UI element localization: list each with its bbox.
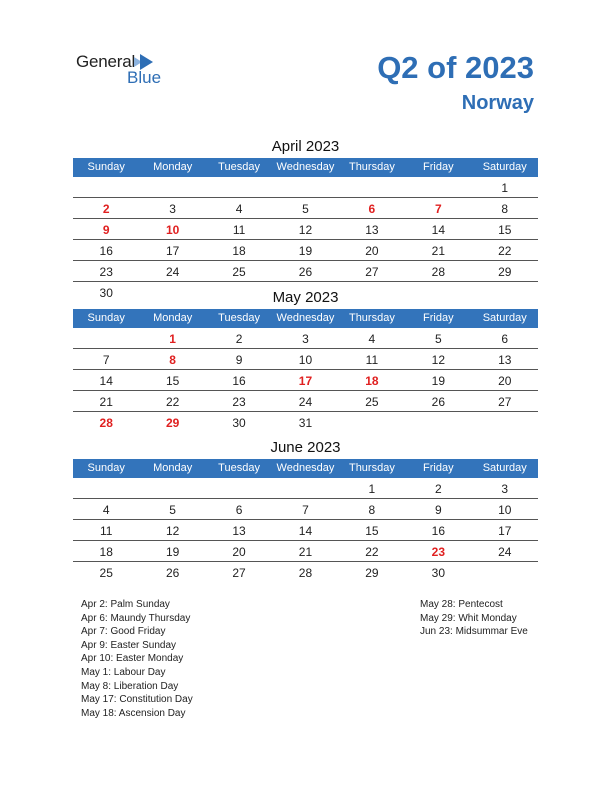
weekday-label: Sunday	[87, 462, 125, 474]
day-cell: 22	[498, 244, 512, 258]
day-cell	[73, 478, 139, 498]
weekday-label: Tuesday	[218, 462, 260, 474]
weekday-label: Wednesday	[276, 312, 335, 324]
holiday-note: May 18: Ascension Day	[81, 707, 186, 719]
day-cell: 18	[232, 244, 246, 258]
day-cell: 25	[365, 395, 379, 409]
weekday-label: Friday	[423, 161, 454, 173]
week-row	[73, 219, 538, 240]
day-cell: 28	[298, 566, 313, 580]
weekday-label: Tuesday	[218, 312, 260, 324]
week-row	[73, 328, 538, 349]
month-title: April 2023	[271, 138, 340, 155]
weekday-label: Saturday	[482, 312, 527, 324]
weekday-header	[73, 309, 538, 328]
weekday-label: Sunday	[87, 161, 125, 173]
weekday-label: Saturday	[482, 462, 527, 474]
day-cell: 13	[365, 223, 379, 237]
weekday-label: Wednesday	[276, 462, 335, 474]
day-cell: 29	[165, 416, 180, 430]
weekday-label: Saturday	[482, 161, 527, 173]
day-cell: 12	[431, 353, 445, 367]
weekday-label: Sunday	[87, 312, 125, 324]
week-row	[73, 478, 538, 499]
day-cell: 6	[368, 202, 376, 216]
week-row	[73, 198, 538, 219]
day-cell: 31	[298, 416, 313, 430]
day-cell: 16	[431, 524, 445, 538]
day-cell	[139, 177, 205, 197]
week-row	[73, 541, 538, 562]
day-cell: 3	[501, 482, 509, 496]
weekday-label: Thursday	[348, 161, 395, 173]
day-cell	[73, 328, 139, 348]
day-cell: 16	[99, 244, 113, 258]
day-cell: 6	[235, 503, 243, 517]
day-cell: 30	[431, 566, 445, 580]
day-cell: 7	[434, 202, 442, 216]
day-cell: 27	[498, 395, 512, 409]
day-cell: 14	[298, 524, 313, 538]
day-cell	[339, 177, 405, 197]
day-cell: 19	[431, 374, 445, 388]
day-cell: 22	[365, 545, 379, 559]
page-title: Q2 of 2023	[377, 50, 534, 85]
weekday-label: Tuesday	[218, 161, 260, 173]
day-cell: 11	[365, 353, 379, 367]
day-cell	[73, 177, 139, 197]
holiday-note: Apr 7: Good Friday	[81, 626, 166, 638]
day-cell	[272, 478, 338, 498]
day-cell: 10	[298, 353, 313, 367]
day-cell: 9	[235, 353, 243, 367]
week-row	[73, 499, 538, 520]
day-cell: 4	[368, 332, 376, 346]
day-cell: 25	[232, 265, 246, 279]
day-cell: 9	[434, 503, 442, 517]
day-cell: 2	[235, 332, 243, 346]
week-row	[73, 520, 538, 541]
day-cell: 21	[298, 545, 313, 559]
day-cell: 17	[498, 524, 512, 538]
day-cell: 24	[298, 395, 313, 409]
weekday-header	[73, 459, 538, 478]
day-cell: 15	[365, 524, 379, 538]
week-row	[73, 370, 538, 391]
month-may	[73, 287, 538, 433]
day-cell: 14	[431, 223, 445, 237]
day-cell: 9	[102, 223, 110, 237]
month-title: May 2023	[272, 289, 339, 306]
country-name: Norway	[461, 92, 534, 114]
weekday-label: Friday	[423, 312, 454, 324]
day-cell: 26	[431, 395, 445, 409]
day-cell: 22	[165, 395, 180, 409]
weekday-label: Friday	[423, 462, 454, 474]
month-april	[73, 136, 538, 303]
day-cell: 13	[232, 524, 246, 538]
day-cell: 2	[102, 202, 110, 216]
day-cell: 6	[501, 332, 509, 346]
day-cell: 26	[165, 566, 180, 580]
day-cell	[339, 412, 405, 433]
day-cell: 17	[165, 244, 180, 258]
day-cell: 21	[99, 395, 113, 409]
day-cell: 1	[169, 332, 176, 346]
day-cell: 20	[498, 374, 512, 388]
day-cell: 18	[365, 374, 379, 388]
day-cell: 7	[102, 353, 110, 367]
week-row	[73, 349, 538, 370]
logo-text-general: General	[76, 52, 136, 71]
day-cell: 15	[165, 374, 180, 388]
day-cell: 16	[232, 374, 246, 388]
day-cell: 3	[169, 202, 176, 216]
day-cell	[206, 478, 272, 498]
day-cell: 18	[99, 545, 113, 559]
holiday-note: Jun 23: Midsummar Eve	[420, 626, 528, 638]
day-cell: 20	[232, 545, 246, 559]
day-cell: 28	[431, 265, 445, 279]
week-row	[73, 562, 538, 583]
holiday-notes-left	[81, 598, 193, 720]
weekday-label: Thursday	[348, 462, 395, 474]
day-cell: 23	[99, 265, 113, 279]
day-cell: 7	[302, 503, 309, 517]
day-cell: 12	[165, 524, 180, 538]
day-cell: 24	[498, 545, 512, 559]
day-cell: 5	[302, 202, 309, 216]
day-cell: 8	[169, 353, 176, 367]
day-cell: 25	[99, 566, 113, 580]
holiday-note: Apr 6: Maundy Thursday	[81, 612, 191, 624]
day-cell: 29	[498, 265, 512, 279]
day-cell: 30	[99, 286, 113, 300]
day-cell: 17	[298, 374, 313, 388]
day-cell	[272, 177, 338, 197]
week-row	[73, 261, 538, 282]
day-cell	[405, 177, 471, 197]
day-cell: 10	[498, 503, 512, 517]
day-cell	[472, 412, 538, 433]
holiday-note: May 28: Pentecost	[420, 599, 503, 610]
month-title: June 2023	[270, 439, 341, 456]
day-cell: 4	[235, 202, 243, 216]
day-cell: 2	[434, 482, 442, 496]
holiday-note: May 17: Constitution Day	[81, 694, 193, 706]
week-row	[73, 240, 538, 261]
weekday-label: Thursday	[348, 312, 395, 324]
day-cell: 1	[368, 482, 376, 496]
week-row	[73, 177, 538, 198]
weekday-label: Monday	[153, 312, 193, 324]
day-cell: 19	[165, 545, 180, 559]
week-row	[73, 412, 538, 433]
weekday-label: Monday	[153, 462, 193, 474]
day-cell: 1	[501, 181, 509, 195]
logo-text-blue: Blue	[127, 68, 162, 87]
day-cell: 5	[434, 332, 442, 346]
day-cell: 12	[298, 223, 313, 237]
holiday-note: May 29: Whit Monday	[420, 612, 517, 624]
weekday-label: Monday	[153, 161, 193, 173]
logo	[76, 52, 176, 88]
day-cell: 23	[431, 545, 445, 559]
day-cell	[405, 412, 471, 433]
day-cell: 11	[232, 223, 246, 237]
day-cell: 29	[365, 566, 379, 580]
holiday-note: Apr 10: Easter Monday	[81, 653, 184, 665]
day-cell: 13	[498, 353, 512, 367]
day-cell: 3	[302, 332, 309, 346]
day-cell: 28	[99, 416, 113, 430]
day-cell: 4	[102, 503, 110, 517]
day-cell	[472, 562, 538, 583]
day-cell: 15	[498, 223, 512, 237]
day-cell: 27	[365, 265, 379, 279]
month-june	[73, 437, 538, 583]
day-cell: 21	[431, 244, 445, 258]
day-cell: 30	[232, 416, 246, 430]
day-cell	[139, 478, 205, 498]
holiday-note: Apr 2: Palm Sunday	[81, 599, 170, 610]
day-cell: 19	[298, 244, 313, 258]
holiday-notes-right	[420, 598, 528, 639]
day-cell	[206, 177, 272, 197]
day-cell: 10	[165, 223, 180, 237]
day-cell: 26	[298, 265, 313, 279]
weekday-label: Wednesday	[276, 161, 335, 173]
day-cell: 27	[232, 566, 246, 580]
day-cell: 8	[368, 503, 376, 517]
holiday-note: Apr 9: Easter Sunday	[81, 639, 177, 651]
week-row	[73, 391, 538, 412]
holiday-note: May 1: Labour Day	[81, 666, 166, 678]
day-cell: 11	[99, 524, 113, 538]
day-cell: 14	[99, 374, 113, 388]
day-cell: 8	[501, 202, 509, 216]
holiday-note: May 8: Liberation Day	[81, 680, 179, 692]
day-cell: 20	[365, 244, 379, 258]
day-cell: 5	[169, 503, 176, 517]
day-cell: 24	[165, 265, 180, 279]
day-cell: 23	[232, 395, 246, 409]
weekday-header	[73, 158, 538, 177]
